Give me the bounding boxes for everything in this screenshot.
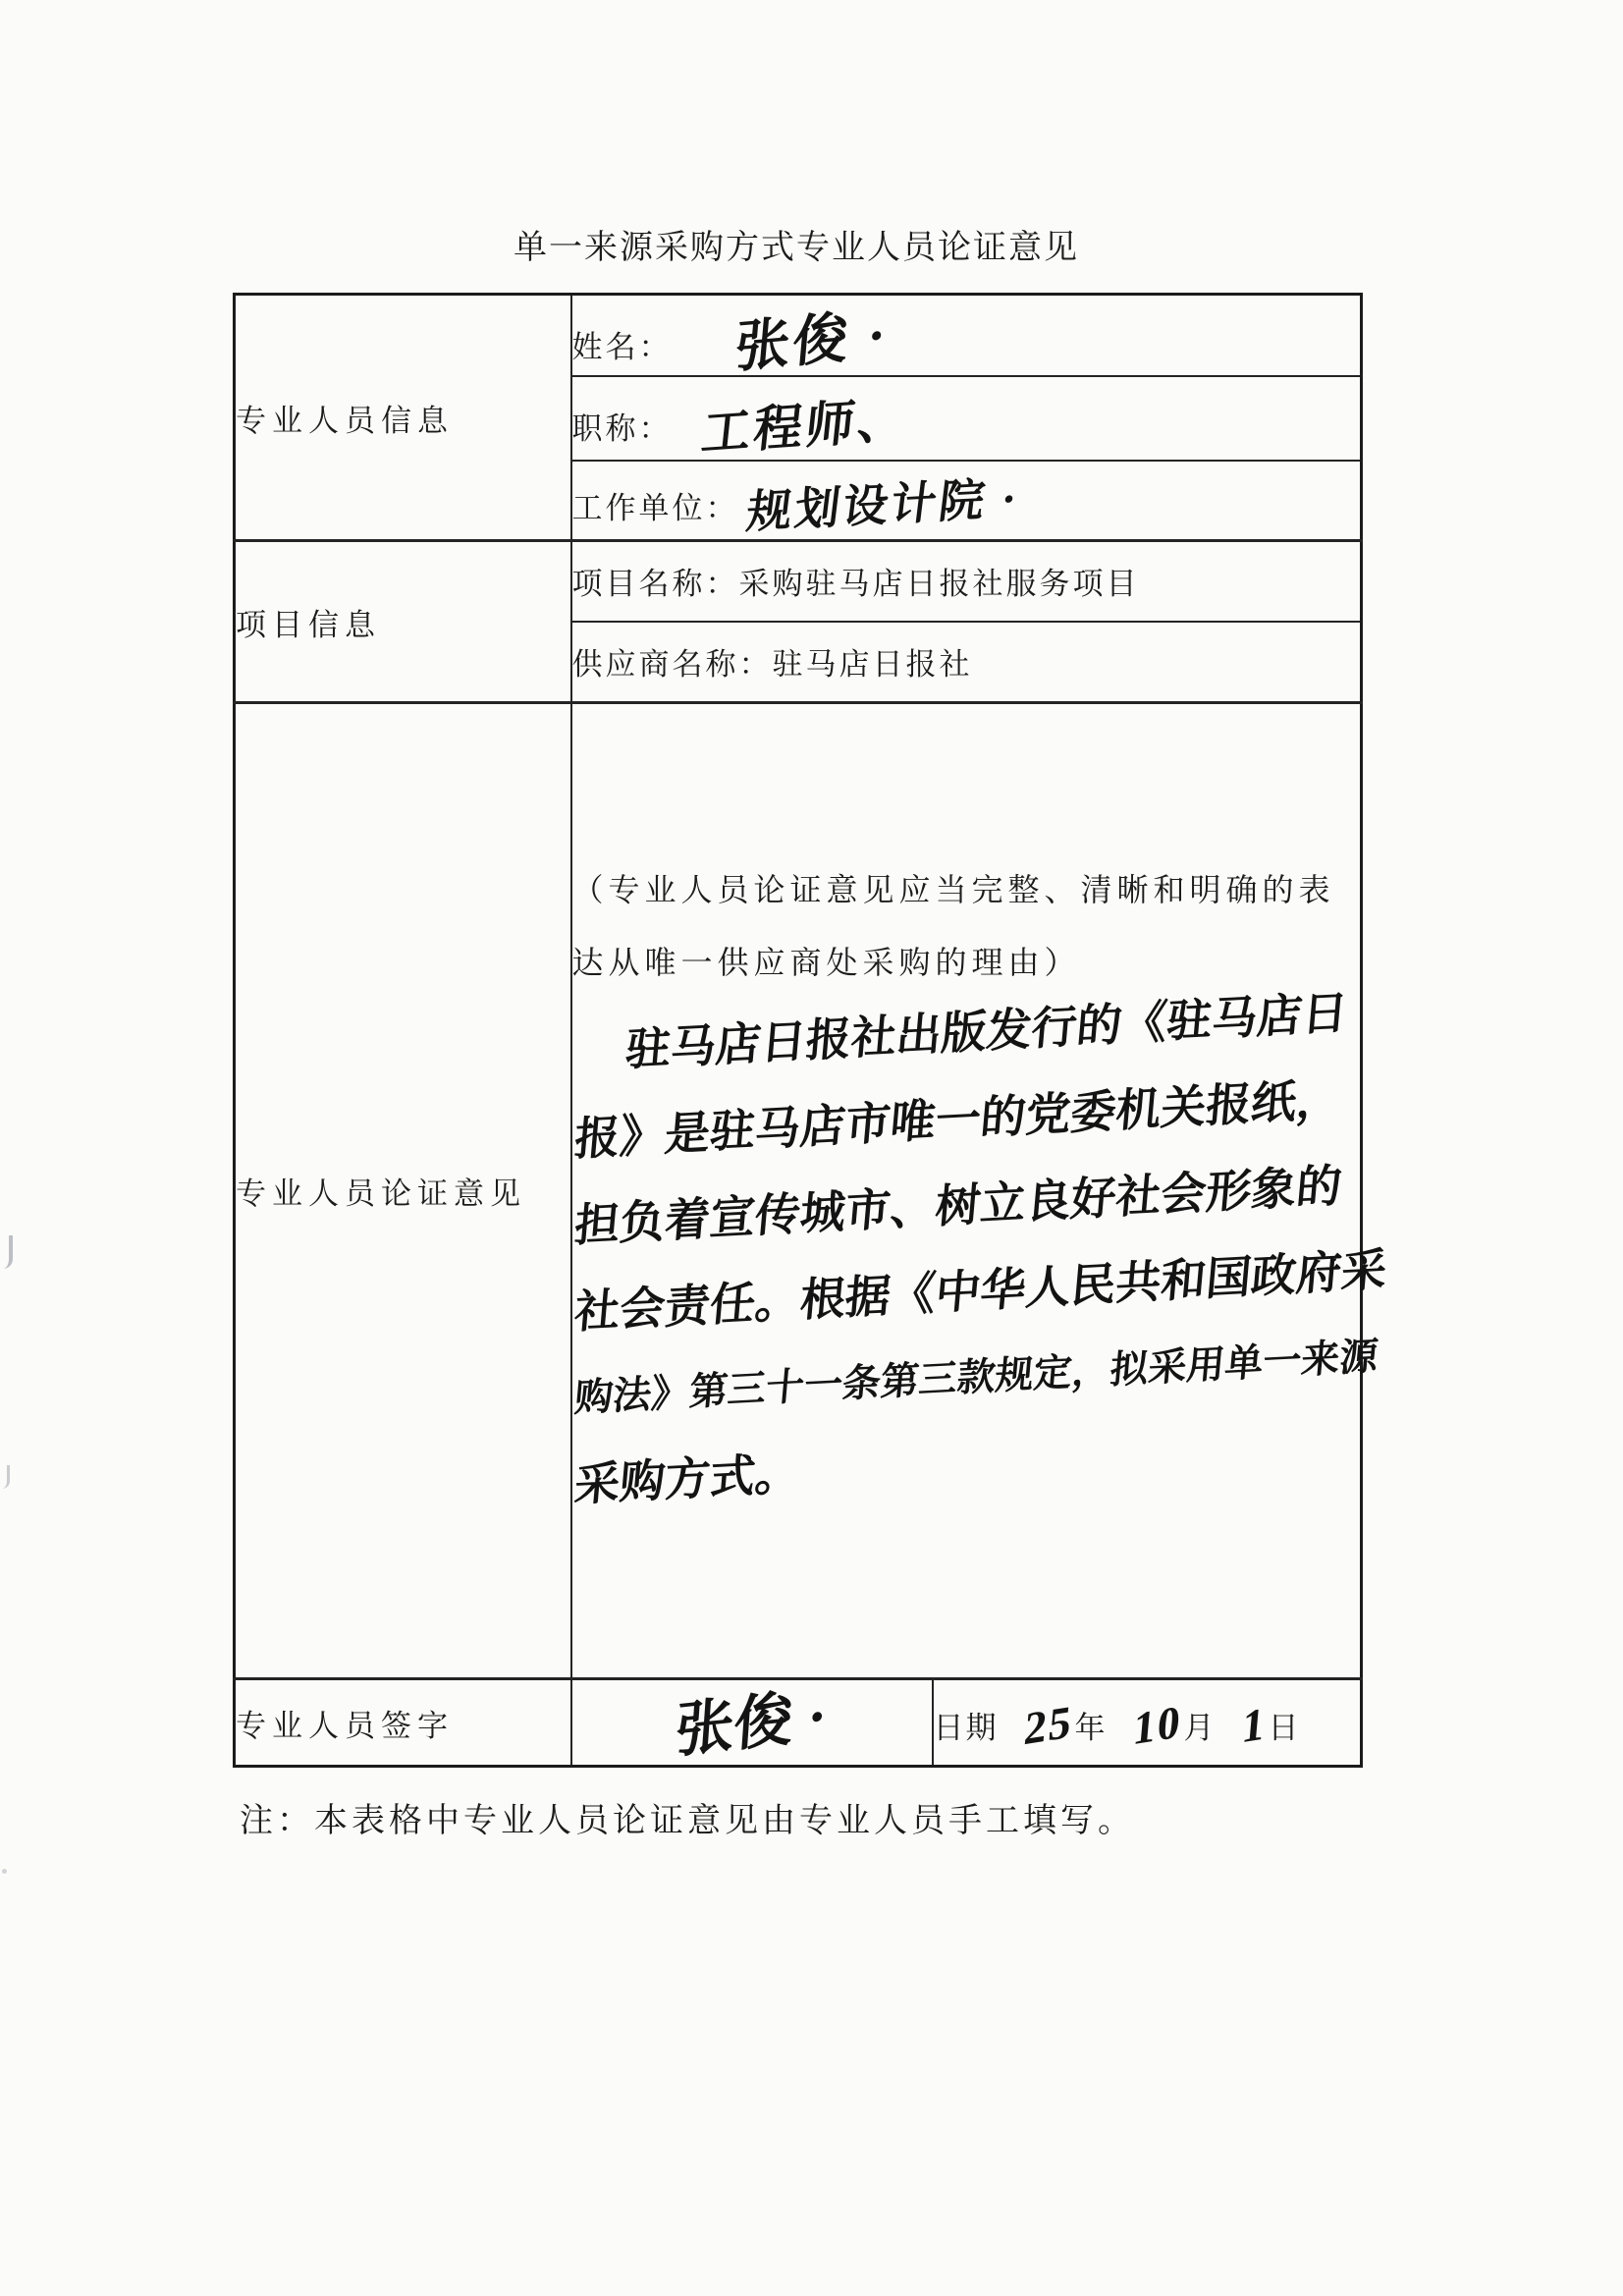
- form-table: [233, 293, 1388, 1768]
- day-unit-label: 日: [1268, 1710, 1301, 1745]
- handwritten-opinion-line: 购法》第三十一条第三款规定，拟采用单一来源: [571, 1335, 1380, 1420]
- scan-artifact: [0, 1235, 13, 1269]
- handwritten-day: 1: [1239, 1696, 1269, 1753]
- job-title-label: 职称：: [571, 410, 673, 446]
- signature-cell: [571, 1679, 933, 1767]
- handwritten-work-unit: 规划设计院 ·: [743, 472, 1022, 538]
- job-title-field-cell: [571, 376, 1362, 461]
- project-name-label: 项目名称：: [571, 567, 739, 602]
- handwritten-opinion-line: 报》是驻马店市唯一的党委机关报纸，: [571, 1073, 1344, 1165]
- scan-artifact: [2, 1869, 7, 1874]
- opinion-instruction-line2: 达从唯一供应商处采购的理由）: [571, 944, 1081, 980]
- scan-artifact: [0, 1465, 10, 1489]
- document-title: 单一来源采购方式专业人员论证意见: [514, 230, 1079, 266]
- work-unit-field-cell: [571, 461, 1362, 541]
- month-unit-label: 月: [1183, 1710, 1217, 1745]
- handwritten-signature: 张俊 ·: [673, 1682, 830, 1765]
- handwritten-opinion-line: 采购方式。: [571, 1448, 802, 1510]
- handwritten-job-title: 工程师、: [698, 390, 912, 462]
- project-name-value: 采购驻马店日报社服务项目: [738, 567, 1140, 602]
- table-row: [235, 541, 1362, 622]
- date-label: 日期: [933, 1710, 999, 1745]
- handwritten-year: 25: [1021, 1694, 1075, 1755]
- signature-row-label: 专业人员签字: [235, 1679, 571, 1767]
- date-cell: [933, 1679, 1362, 1767]
- project-name-cell: [571, 541, 1362, 622]
- table-row: [235, 703, 1362, 1679]
- year-unit-label: 年: [1074, 1710, 1108, 1745]
- supplier-name-value: 驻马店日报社: [772, 647, 973, 683]
- table-row: [235, 1679, 1362, 1767]
- project-section-label: 项目信息: [235, 541, 571, 703]
- name-field-label: 姓名：: [571, 330, 673, 365]
- handwritten-opinion-line: 驻马店日报社出版发行的《驻马店日: [622, 986, 1350, 1075]
- table-row: [235, 295, 1362, 376]
- name-field-cell: [571, 295, 1362, 380]
- footnote: 注：本表格中专业人员论证意见由专业人员手工填写。: [240, 1803, 1135, 1839]
- handwritten-name: 张俊 ·: [731, 304, 892, 380]
- opinion-section-label: 专业人员论证意见: [235, 703, 571, 1679]
- handwritten-opinion-line: 社会责任。根据《中华人民共和国政府采: [571, 1243, 1388, 1338]
- supplier-name-cell: [571, 622, 1362, 703]
- handwritten-month: 10: [1130, 1694, 1184, 1755]
- opinion-content-cell: [571, 703, 1388, 1679]
- handwritten-opinion-block: [571, 986, 1388, 1529]
- work-unit-label: 工作单位：: [571, 491, 739, 526]
- supplier-name-label: 供应商名称：: [571, 647, 773, 683]
- personnel-section-label: 专业人员信息: [235, 295, 571, 541]
- opinion-instruction-line1: （专业人员论证意见应当完整、清晰和明确的表: [571, 871, 1335, 907]
- handwritten-opinion-line: 担负着宣传城市、树立良好社会形象的: [571, 1160, 1344, 1251]
